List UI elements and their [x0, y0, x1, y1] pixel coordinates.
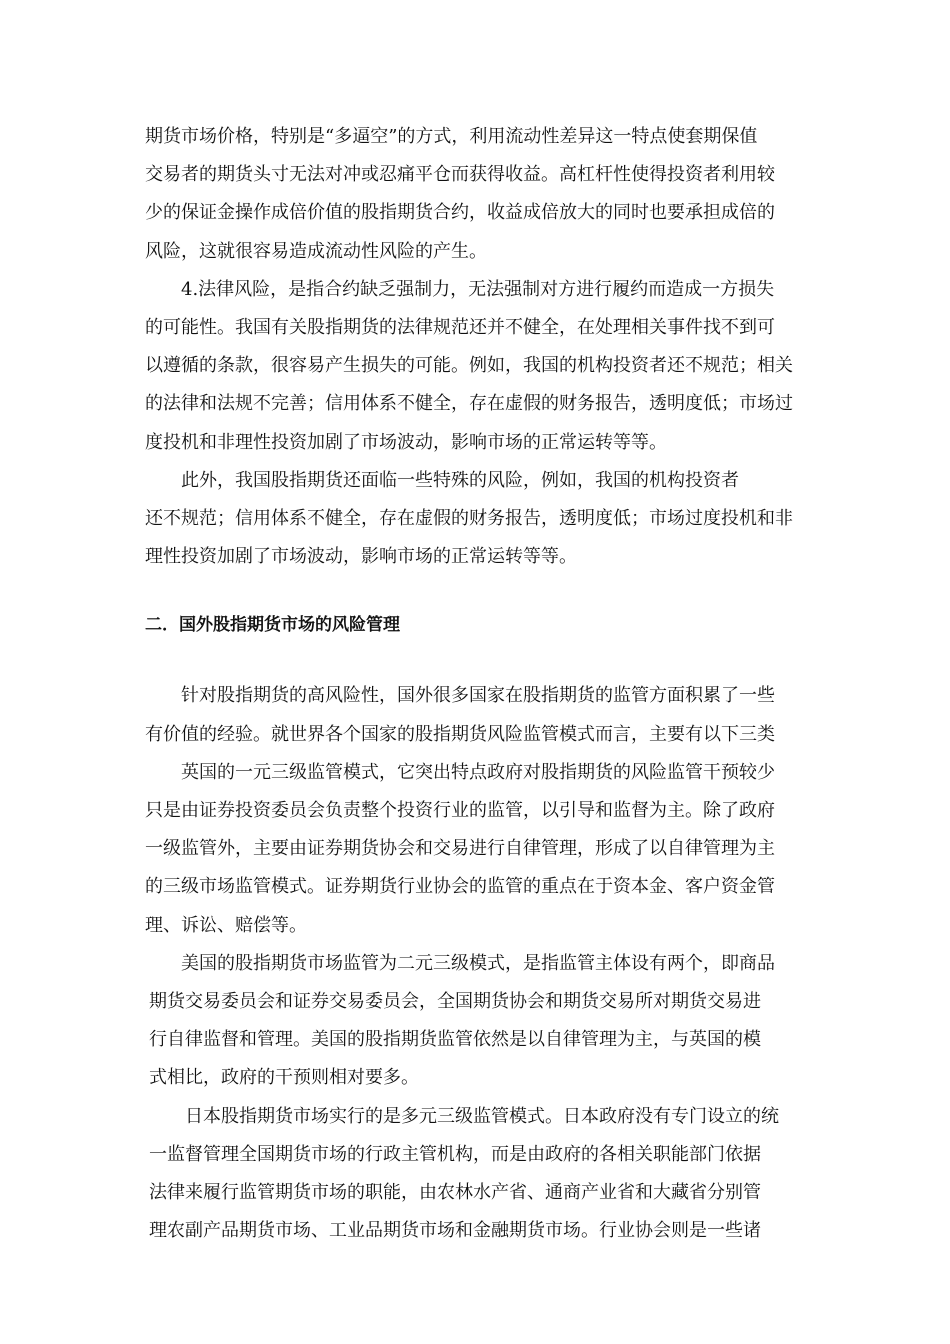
paragraph-legal-risk — [145, 271, 813, 462]
text-line: 针对股指期货的高风险性，国外很多国家在股指期货的监管方面积累了一些 — [181, 685, 775, 707]
text-line: 期货市场价格，特别是“多逼空”的方式，利用流动性差异这一特点使套期保值 — [145, 126, 758, 147]
text-line: 此外，我国股指期货还面临一些特殊的风险，例如，我国的机构投资者 — [181, 469, 739, 491]
text-line: 度投机和非理性投资加剧了市场波动，影响市场的正常运转等等。 — [145, 431, 667, 453]
text-line: 理性投资加剧了市场波动，影响市场的正常运转等等。 — [145, 546, 577, 568]
text-line: 的法律和法规不完善；信用体系不健全，存在虚假的财务报告，透明度低；市场过 — [145, 393, 793, 415]
text-line: 有价值的经验。就世界各个国家的股指期货风险监管模式而言，主要有以下三类 — [145, 723, 775, 745]
text-line: 以遵循的条款，很容易产生损失的可能。例如，我国的机构投资者还不规范；相关 — [145, 355, 793, 377]
paragraph-us-model — [145, 945, 813, 1098]
text-line: 日本股指期货市场实行的是多元三级监管模式。日本政府没有专门设立的统 — [185, 1105, 779, 1127]
text-line: 式相比，政府的干预则相对要多。 — [149, 1067, 419, 1089]
text-line: 还不规范；信用体系不健全，存在虚假的财务报告，透明度低；市场过度投机和非 — [145, 508, 793, 530]
spacer — [145, 576, 813, 606]
text-line: 行自律监督和管理。美国的股指期货监管依然是以自律管理为主，与英国的模 — [149, 1029, 761, 1051]
text-line: 一监督管理全国期货市场的行政主管机构，而是由政府的各相关职能部门依据 — [149, 1143, 761, 1165]
text-line: 理、诉讼、赔偿等。 — [145, 914, 307, 936]
text-line: 的三级市场监管模式。证券期货行业协会的监管的重点在于资本金、客户资金管 — [145, 876, 775, 898]
text-line: 期货交易委员会和证券交易委员会，全国期货协会和期货交易所对期货交易进 — [149, 991, 761, 1013]
paragraph-liquidity-risk-cont — [145, 118, 813, 271]
paragraph-japan-model — [145, 1098, 813, 1251]
paragraph-special-risk — [145, 462, 813, 577]
text-line: 法律来履行监管期货市场的职能，由农林水产省、通商产业省和大藏省分别管 — [149, 1182, 761, 1204]
text-line: 一级监管外，主要由证券期货协会和交易进行自律管理，形成了以自律管理为主 — [145, 838, 775, 860]
text-line: 美国的股指期货市场监管为二元三级模式，是指监管主体设有两个，即商品 — [181, 952, 775, 974]
spacer — [145, 644, 813, 677]
text-line: 4.法律风险，是指合约缺乏强制力，无法强制对方进行履约而造成一方损失 — [181, 278, 775, 300]
text-line: 风险，这就很容易造成流动性风险的产生。 — [145, 240, 487, 262]
text-line: 英国的一元三级监管模式，它突出特点政府对股指期货的风险监管干预较少 — [181, 761, 775, 783]
document-page — [145, 118, 813, 1250]
section-heading: 二．国外股指期货市场的风险管理 — [145, 615, 400, 636]
text-line: 理农副产品期货市场、工业品期货市场和金融期货市场。行业协会则是一些诸 — [149, 1220, 761, 1242]
text-line: 的可能性。我国有关股指期货的法律规范还并不健全，在处理相关事件找不到可 — [145, 317, 775, 339]
paragraph-intro-foreign — [145, 677, 813, 753]
text-line: 只是由证券投资委员会负责整个投资行业的监管，以引导和监督为主。除了政府 — [145, 800, 775, 822]
text-line: 交易者的期货头寸无法对冲或忍痛平仓而获得收益。高杠杆性使得投资者利用较 — [145, 164, 775, 186]
paragraph-uk-model — [145, 754, 813, 945]
text-line: 少的保证金操作成倍价值的股指期货合约，收益成倍放大的同时也要承担成倍的 — [145, 202, 775, 224]
